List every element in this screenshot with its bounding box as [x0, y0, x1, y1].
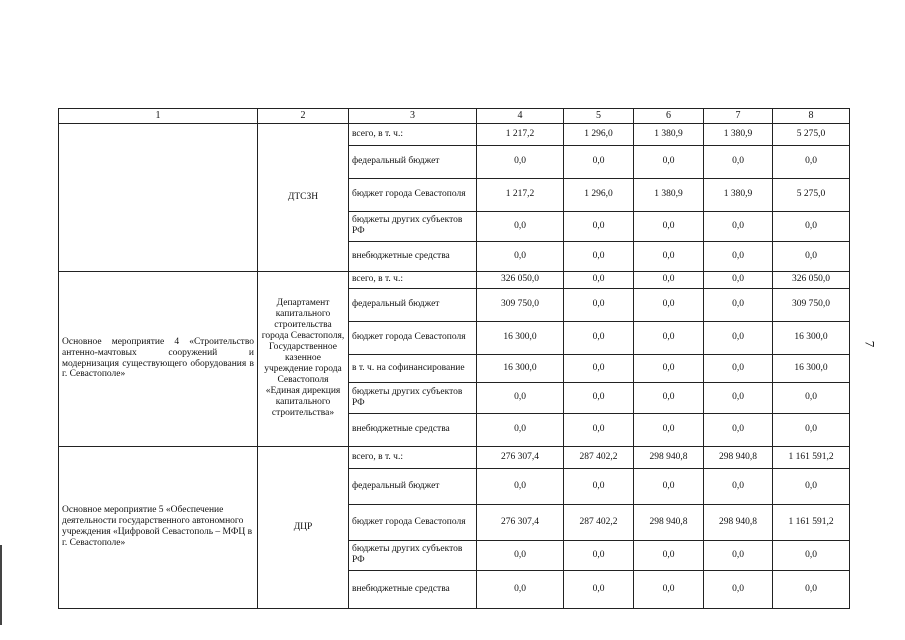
amount-cell: 0,0	[477, 382, 564, 413]
amount-cell: 0,0	[477, 241, 564, 271]
amount-cell: 1 217,2	[477, 123, 564, 145]
amount-cell: 0,0	[634, 354, 704, 382]
amount-cell: 1 217,2	[477, 178, 564, 211]
amount-cell: 276 307,4	[477, 504, 564, 540]
funding-source: федеральный бюджет	[349, 468, 477, 504]
amount-cell: 1 296,0	[564, 178, 634, 211]
amount-cell: 0,0	[704, 145, 773, 178]
amount-cell: 0,0	[634, 288, 704, 321]
amount-cell: 5 275,0	[773, 123, 850, 145]
amount-cell: 0,0	[564, 413, 634, 446]
amount-cell: 0,0	[634, 413, 704, 446]
amount-cell: 16 300,0	[773, 321, 850, 354]
amount-cell: 1 296,0	[564, 123, 634, 145]
amount-cell: 287 402,2	[564, 446, 634, 468]
amount-cell: 0,0	[634, 321, 704, 354]
header-cell: 5	[564, 109, 634, 124]
amount-cell: 0,0	[773, 241, 850, 271]
measure-name: Основное мероприятие 4 «Строительство антенно-мачтовых сооружений и модернизация существующего оборудования в г. Севастополе»	[59, 271, 258, 446]
amount-cell: 0,0	[704, 382, 773, 413]
amount-cell: 16 300,0	[477, 321, 564, 354]
amount-cell: 0,0	[634, 570, 704, 608]
amount-cell: 0,0	[773, 468, 850, 504]
amount-cell: 0,0	[773, 382, 850, 413]
amount-cell: 1 161 591,2	[773, 446, 850, 468]
amount-cell: 1 380,9	[704, 178, 773, 211]
header-cell: 8	[773, 109, 850, 124]
amount-cell: 0,0	[477, 211, 564, 241]
amount-cell: 0,0	[704, 540, 773, 570]
amount-cell: 0,0	[704, 271, 773, 288]
amount-cell: 1 380,9	[634, 178, 704, 211]
funding-source: федеральный бюджет	[349, 288, 477, 321]
header-row	[59, 109, 850, 124]
amount-cell: 309 750,0	[477, 288, 564, 321]
table-row	[59, 271, 850, 288]
amount-cell: 16 300,0	[773, 354, 850, 382]
header-cell: 7	[704, 109, 773, 124]
amount-cell: 0,0	[773, 540, 850, 570]
amount-cell: 287 402,2	[564, 504, 634, 540]
amount-cell: 0,0	[634, 145, 704, 178]
amount-cell: 1 380,9	[634, 123, 704, 145]
table-row	[59, 123, 850, 145]
amount-cell: 0,0	[773, 145, 850, 178]
header-cell: 2	[258, 109, 349, 124]
scan-edge-mark	[0, 545, 2, 625]
header-cell: 1	[59, 109, 258, 124]
page-number: 7	[862, 340, 878, 348]
funding-source: в т. ч. на софинансирование	[349, 354, 477, 382]
funding-source: внебюджетные средства	[349, 413, 477, 446]
amount-cell: 0,0	[634, 382, 704, 413]
amount-cell: 298 940,8	[634, 504, 704, 540]
amount-cell: 0,0	[564, 211, 634, 241]
amount-cell: 276 307,4	[477, 446, 564, 468]
amount-cell: 0,0	[564, 321, 634, 354]
amount-cell: 0,0	[564, 570, 634, 608]
amount-cell: 0,0	[564, 271, 634, 288]
funding-source: бюджеты других субъектов РФ	[349, 540, 477, 570]
amount-cell: 0,0	[564, 354, 634, 382]
funding-source: бюджеты других субъектов РФ	[349, 382, 477, 413]
funding-source: бюджет города Севастополя	[349, 321, 477, 354]
amount-cell: 0,0	[704, 241, 773, 271]
amount-cell: 298 940,8	[704, 446, 773, 468]
funding-source: внебюджетные средства	[349, 241, 477, 271]
table-row	[59, 446, 850, 468]
amount-cell: 1 380,9	[704, 123, 773, 145]
amount-cell: 0,0	[704, 570, 773, 608]
amount-cell: 0,0	[564, 241, 634, 271]
funding-source: бюджет города Севастополя	[349, 178, 477, 211]
amount-cell: 298 940,8	[634, 446, 704, 468]
header-cell: 6	[634, 109, 704, 124]
header-cell: 3	[349, 109, 477, 124]
funding-source: внебюджетные средства	[349, 570, 477, 608]
amount-cell: 0,0	[704, 413, 773, 446]
funding-source: всего, в т. ч.:	[349, 271, 477, 288]
amount-cell: 0,0	[477, 540, 564, 570]
amount-cell: 0,0	[564, 145, 634, 178]
budget-table	[58, 108, 850, 609]
amount-cell: 0,0	[477, 413, 564, 446]
funding-source: федеральный бюджет	[349, 145, 477, 178]
amount-cell: 0,0	[704, 211, 773, 241]
amount-cell: 0,0	[773, 413, 850, 446]
amount-cell: 5 275,0	[773, 178, 850, 211]
amount-cell: 1 161 591,2	[773, 504, 850, 540]
amount-cell: 0,0	[564, 382, 634, 413]
amount-cell: 326 050,0	[477, 271, 564, 288]
amount-cell: 0,0	[773, 211, 850, 241]
amount-cell: 0,0	[704, 468, 773, 504]
amount-cell: 326 050,0	[773, 271, 850, 288]
measure-name: Основное мероприятие 5 «Обеспечение деятельности государственного автономного учреждения «Цифровой Севастополь – МФЦ в г. Севастополе»	[59, 446, 258, 608]
responsible-executor: ДЦР	[258, 446, 349, 608]
amount-cell: 0,0	[704, 354, 773, 382]
amount-cell: 0,0	[477, 145, 564, 178]
amount-cell: 0,0	[773, 570, 850, 608]
amount-cell: 0,0	[564, 288, 634, 321]
amount-cell: 309 750,0	[773, 288, 850, 321]
amount-cell: 0,0	[634, 211, 704, 241]
amount-cell: 0,0	[704, 321, 773, 354]
amount-cell: 0,0	[477, 570, 564, 608]
funding-source: всего, в т. ч.:	[349, 446, 477, 468]
funding-source: всего, в т. ч.:	[349, 123, 477, 145]
amount-cell: 16 300,0	[477, 354, 564, 382]
header-cell: 4	[477, 109, 564, 124]
amount-cell: 0,0	[634, 271, 704, 288]
amount-cell: 298 940,8	[704, 504, 773, 540]
amount-cell: 0,0	[634, 241, 704, 271]
amount-cell: 0,0	[634, 468, 704, 504]
amount-cell: 0,0	[704, 288, 773, 321]
responsible-executor: ДТСЗН	[258, 123, 349, 271]
amount-cell: 0,0	[564, 540, 634, 570]
amount-cell: 0,0	[634, 540, 704, 570]
funding-source: бюджет города Севастополя	[349, 504, 477, 540]
responsible-executor: Департамент капитального строительства города Севастополя, Государственное казенное учреждение города Севастополя «Единая дирекция капитального строительства»	[258, 271, 349, 446]
amount-cell: 0,0	[477, 468, 564, 504]
measure-name	[59, 123, 258, 271]
amount-cell: 0,0	[564, 468, 634, 504]
funding-source: бюджеты других субъектов РФ	[349, 211, 477, 241]
